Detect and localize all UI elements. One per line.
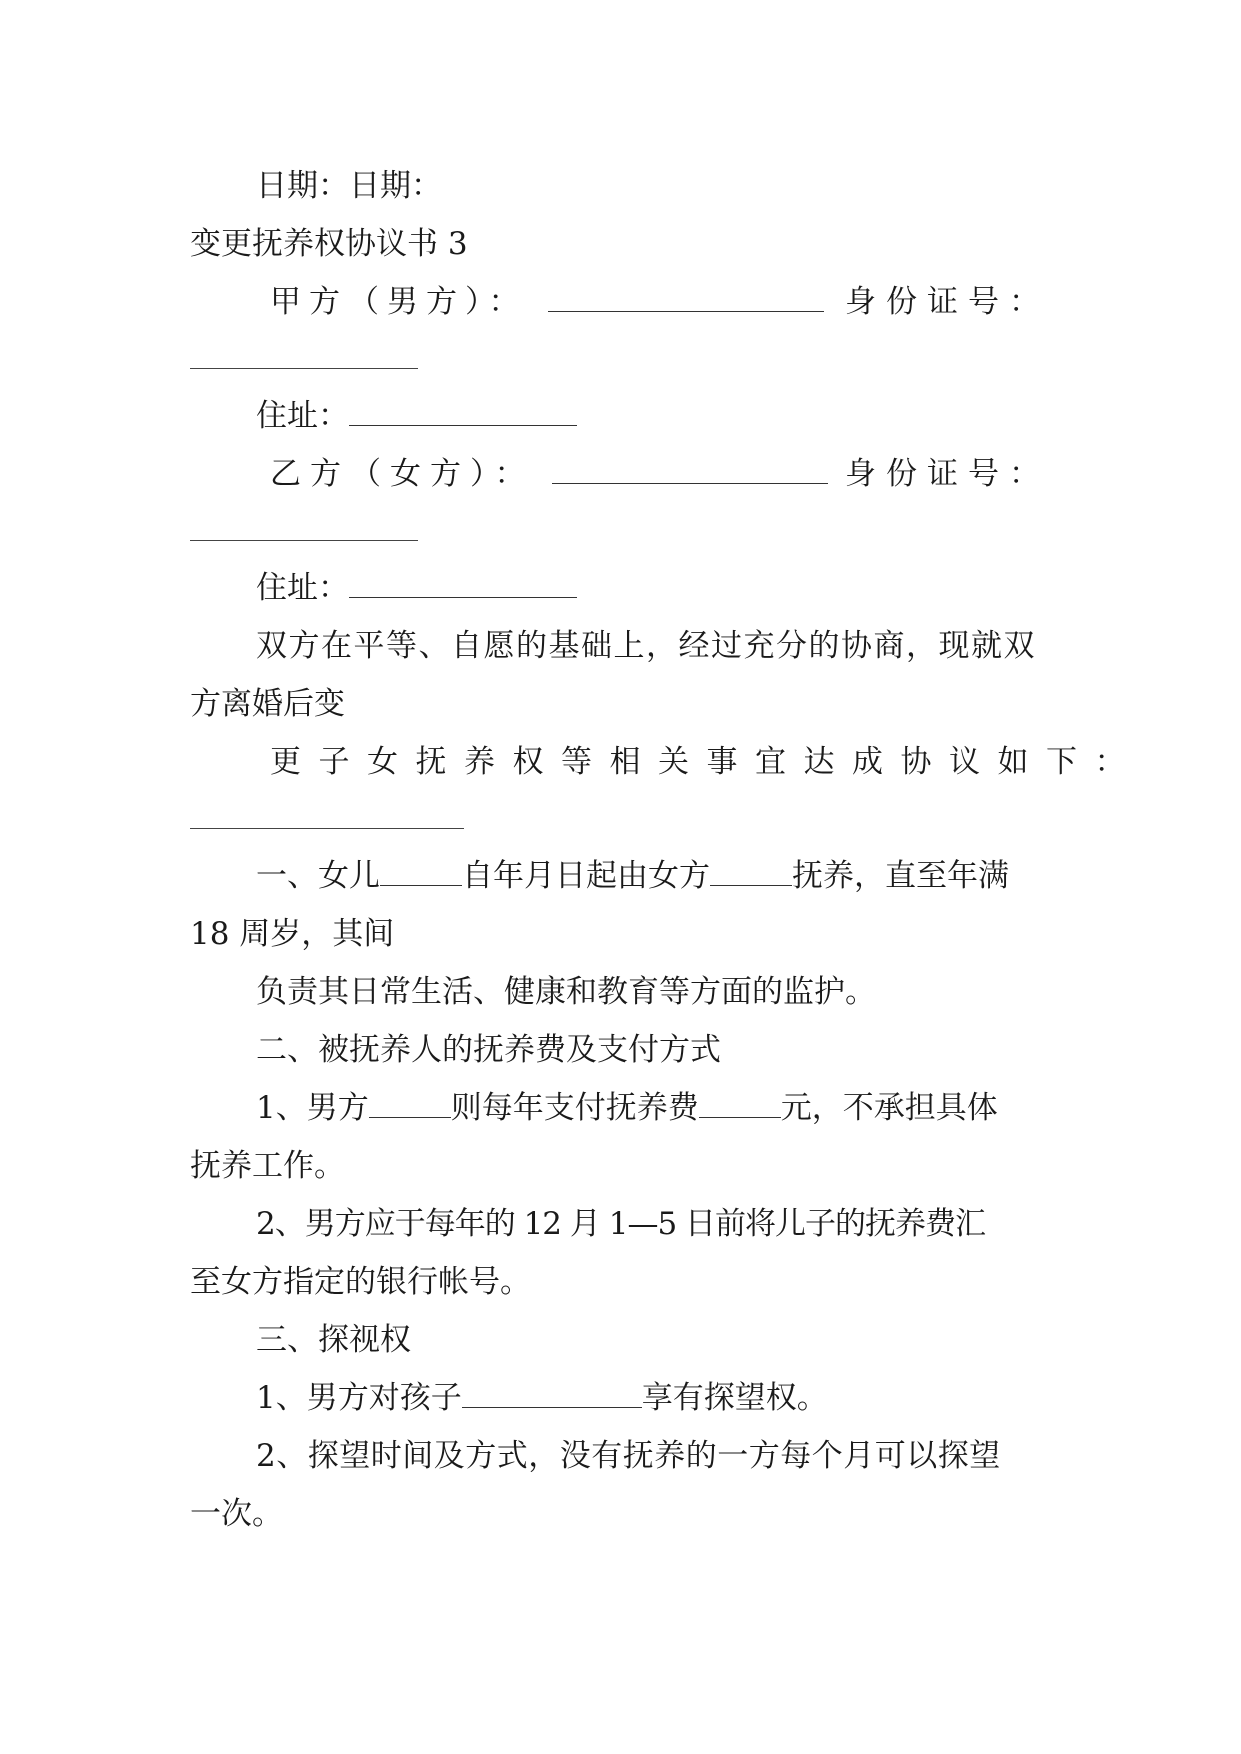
intro-line-3: 更子女抚养权等相关事宜达成协议如下： [270, 744, 1143, 780]
section-3-2-line-1: 2、探望时间及方式，没有抚养的一方每个月可以探望 [256, 1438, 1001, 1474]
section-2-2-line-1: 2、男方应于每年的 12 月 1—5 日前将儿子的抚养费汇 [256, 1206, 986, 1242]
address-b-line [256, 568, 1050, 608]
section-1-part-b: 自年月日起由女方 [462, 858, 710, 894]
section-2-1-part-c: 元，不承担具体 [780, 1090, 998, 1126]
party-a-label: 甲方（男方）： [270, 284, 528, 320]
section-1-line-1 [256, 856, 1050, 896]
document-title: 变更抚养权协议书 3 [190, 226, 468, 262]
party-a-line [270, 282, 1050, 322]
party-b-line [270, 454, 1050, 494]
intro-line-1: 双方在平等、自愿的基础上，经过充分的协商，现就双 [256, 628, 1036, 664]
section-1-line-3: 负责其日常生活、健康和教育等方面的监护。 [256, 974, 876, 1010]
intro-line-2: 方离婚后变 [190, 686, 345, 722]
section-2-1-line-1 [256, 1088, 1050, 1128]
section-2-title: 二、被抚养人的抚养费及支付方式 [256, 1032, 721, 1068]
section-3-1-part-b: 享有探望权。 [641, 1380, 828, 1416]
section-1-line-2: 18 周岁，其间 [190, 916, 395, 952]
party-a-name-blank [548, 285, 824, 312]
date-line: 日期：日期： [256, 168, 442, 204]
party-b-label: 乙方（女方）： [270, 456, 535, 492]
father-name-blank [369, 1091, 451, 1118]
intro-blank [190, 828, 464, 829]
party-b-id-blank [190, 540, 418, 541]
section-2-1-part-a: 1、男方 [256, 1090, 369, 1126]
party-b-id-label: 身份证号： [845, 456, 1050, 492]
section-2-2-line-2: 至女方指定的银行帐号。 [190, 1264, 531, 1300]
daughter-name-blank [380, 859, 462, 886]
party-b-name-blank [552, 457, 828, 484]
address-a-blank [349, 399, 577, 426]
address-b-blank [349, 571, 577, 598]
section-3-1-line [256, 1378, 1050, 1418]
section-3-2-line-2: 一次。 [190, 1496, 283, 1532]
section-3-title: 三、探视权 [256, 1322, 411, 1358]
mother-name-blank [710, 859, 792, 886]
address-a-label: 住址： [256, 398, 349, 434]
visit-scope-blank [462, 1381, 642, 1408]
address-a-line [256, 396, 1050, 436]
party-a-id-label: 身份证号： [845, 284, 1050, 320]
section-2-1-part-b: 则每年支付抚养费 [450, 1090, 699, 1126]
amount-blank [699, 1091, 781, 1118]
section-3-1-part-a: 1、男方对孩子 [256, 1380, 462, 1416]
section-1-part-a: 一、女儿 [256, 858, 380, 894]
address-b-label: 住址： [256, 570, 349, 606]
section-2-1-line-2: 抚养工作。 [190, 1148, 345, 1184]
section-1-part-c: 抚养，直至年满 [792, 858, 1009, 894]
party-a-id-blank [190, 368, 418, 369]
